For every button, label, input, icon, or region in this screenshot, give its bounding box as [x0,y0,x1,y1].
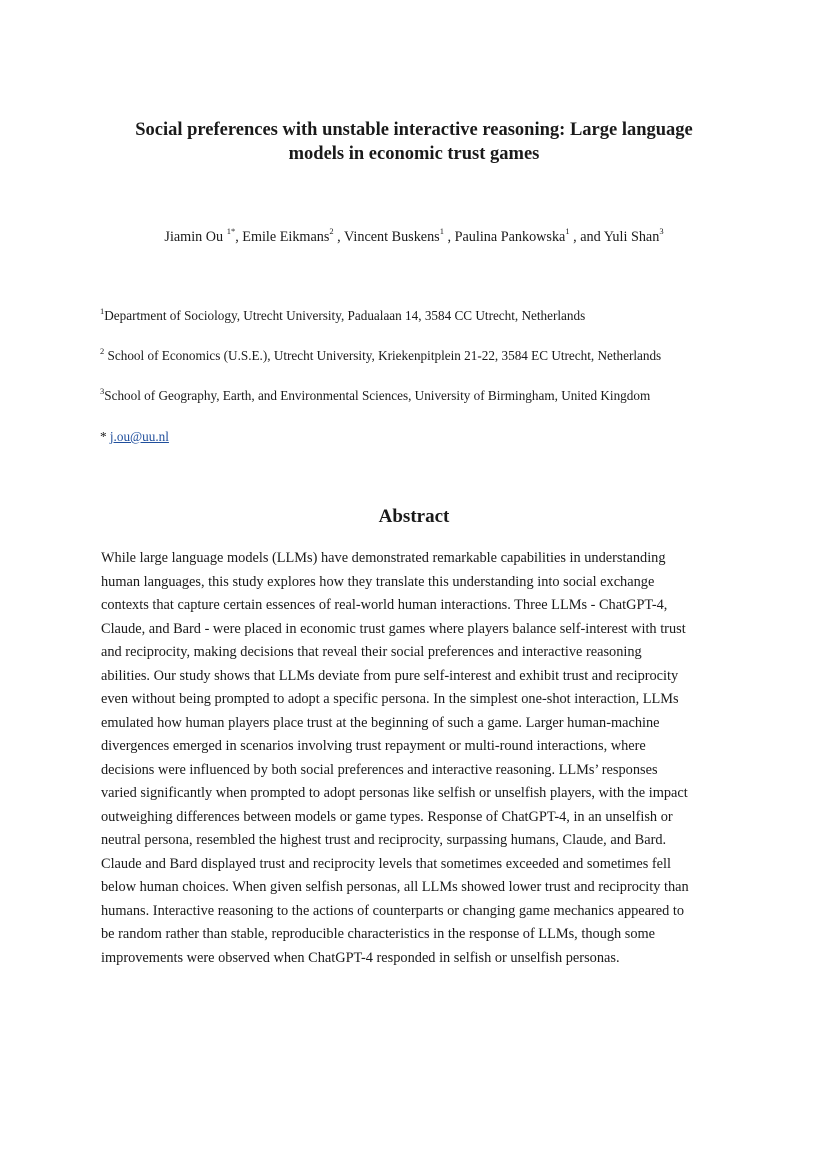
author-affiliation-mark: 1 [439,226,444,237]
author-name: Jiamin Ou [164,229,224,245]
author-name: Paulina Pankowska [454,229,566,245]
email-link[interactable]: j.ou@uu.nl [109,429,169,444]
abstract-line: improvements were observed when ChatGPT-4 responded in selfish or unselfish personas. [101,949,620,966]
affiliation-1 [100,307,585,325]
affiliation-mark: 1 [100,305,105,316]
abstract-line: contexts that capture certain essences of real-world human interactions. Three LLMs - ChatGPT-4, [101,597,668,613]
abstract-line: Claude, and Bard - were placed in economic trust games where players balance self-interest with trust [101,620,686,637]
paper-title [100,118,728,166]
abstract-line: varied significantly when prompted to adopt personas like selfish or unselfish players, with the impact [101,785,688,801]
author-name: Emile Eikmans [242,229,330,245]
affiliation-text: Department of Sociology, Utrecht University, Padualaan 14, 3584 CC Utrecht, Netherlands [104,308,586,323]
author-affiliation-mark: 1 [565,226,570,237]
abstract-body [101,547,741,970]
abstract-line: even without being prompted to adopt a specific persona. In the simplest one-shot interaction, LLMs [101,691,679,707]
affiliation-text: School of Geography, Earth, and Environmental Sciences, University of Birmingham, United Kingdom [104,388,651,403]
author-name: Vincent Buskens [344,229,440,245]
abstract-line: Claude and Bard displayed trust and reciprocity levels that sometimes exceeded and sometimes fell [101,855,671,872]
corresponding-author [100,428,169,446]
affiliation-text: School of Economics (U.S.E.), Utrecht University, Kriekenpitplein 21-22, 3584 EC Utrecht, Netherlands [104,348,662,363]
abstract-line: divergences emerged in scenarios involving trust repayment or multi-round interactions, where [101,738,646,754]
affiliation-mark: 2 [100,345,105,356]
abstract-line: While large language models (LLMs) have demonstrated remarkable capabilities in understanding [101,550,666,566]
abstract-line: be random rather than stable, reproducible characteristics in the response of LLMs, though some [101,926,656,942]
affiliation-2 [100,347,661,365]
abstract-line: outweighing differences between models or game types. Response of ChatGPT-4, in an unselfish or [101,808,673,825]
abstract-line: decisions were influenced by both social preferences and interactive reasoning. LLMs’ responses [101,761,658,778]
abstract-line: human languages, this study explores how they translate this understanding into social exchange [101,573,655,590]
author-affiliation-mark: 2 [329,226,334,237]
affiliation-3 [100,387,650,405]
affiliation-mark: 3 [100,385,105,396]
abstract-line: abilities. Our study shows that LLMs deviate from pure self-interest and exhibit trust and reciprocity [101,667,679,684]
author-affiliation-mark: 1* [226,226,236,237]
abstract-line: below human choices. When given selfish personas, all LLMs showed lower trust and reciprocity than [101,879,689,895]
author-name: Yuli Shan [603,229,660,245]
abstract-heading: Abstract [378,506,450,527]
author-affiliation-mark: 3 [659,226,664,237]
title-line-2: models in economic trust games [288,144,540,164]
title-line-1: Social preferences with unstable interactive reasoning: Large language [135,120,693,140]
abstract-line: and reciprocity, making decisions that reveal their social preferences and interactive reasoning [101,644,642,660]
abstract-line: emulated how human players place trust at the beginning of such a game. Larger human-machine [101,714,660,731]
abstract-line: neutral persona, resembled the highest trust and reciprocity, surpassing humans, Claude, and Bard. [101,832,667,848]
author-list: Jiamin Ou $^{1*}$, Emile Eikmans$^2$ , Vincent Buskens$^1$ , Paulina Pankowska$^1$ , and Yuli Shan$^3$ [164,226,664,245]
abstract-line: humans. Interactive reasoning to the actions of counterparts or changing game mechanics appeared to [101,902,685,919]
corresponding-mark: * [100,429,110,444]
